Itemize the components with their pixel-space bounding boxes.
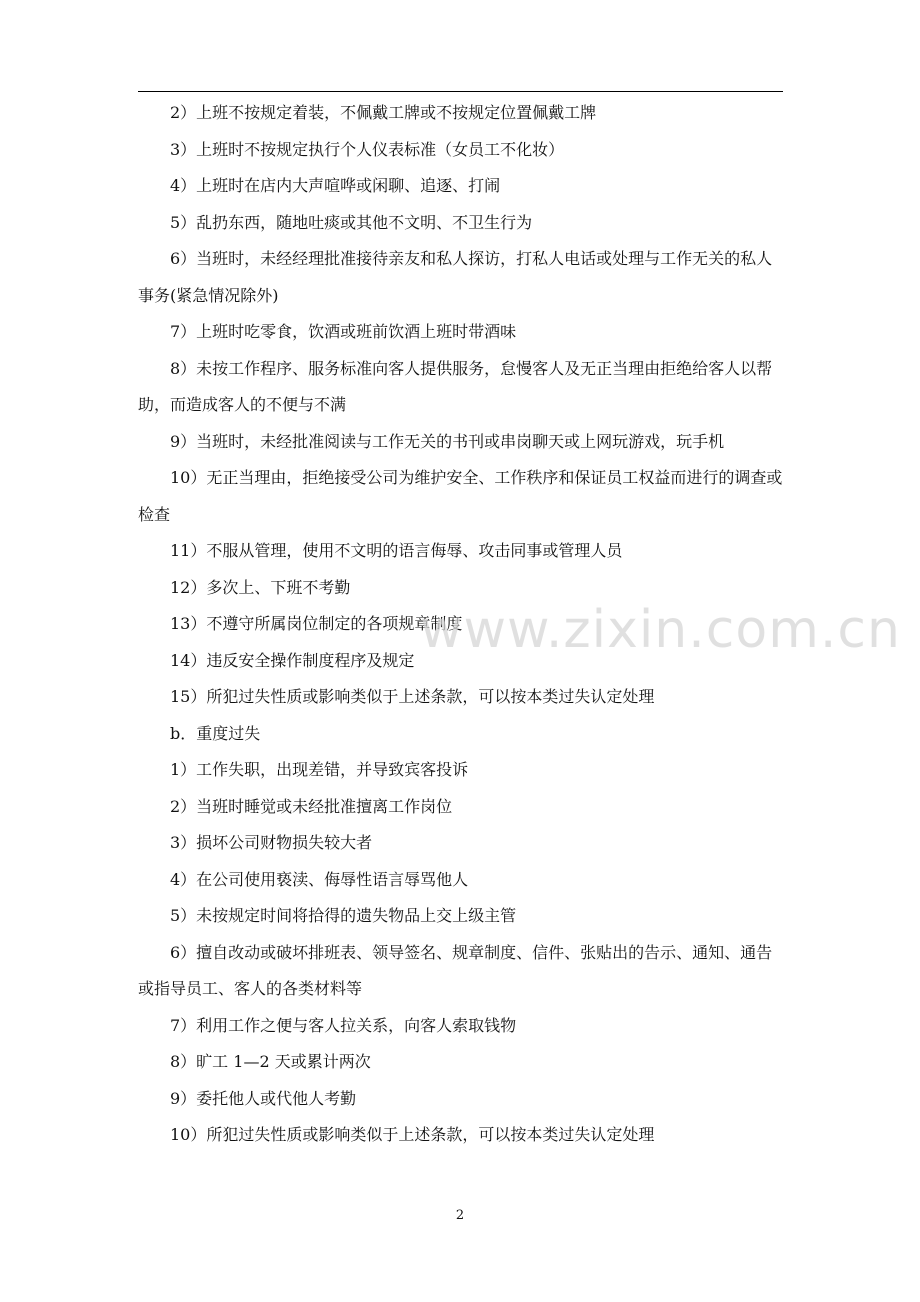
paragraph: 10）所犯过失性质或影响类似于上述条款，可以按本类过失认定处理 (170, 1125, 655, 1144)
paragraph: 7）利用工作之便与客人拉关系，向客人索取钱物 (170, 1015, 517, 1035)
paragraph: 2）当班时睡觉或未经批准擅离工作岗位 (170, 796, 453, 816)
paragraph: 8）未按工作程序、服务标准向客人提供服务，怠慢客人及无正当理由拒绝给客人以帮助，而造成客人的不便与不满 (138, 358, 773, 414)
paragraph: 1）工作失职，出现差错，并导致宾客投诉 (170, 760, 469, 779)
paragraph: 5）乱扔东西，随地吐痰或其他不文明、不卫生行为 (170, 212, 533, 232)
paragraph: 2）上班不按规定着装，不佩戴工牌或不按规定位置佩戴工牌 (170, 103, 597, 122)
page-number: 2 (455, 1208, 465, 1223)
paragraph: 13）不遵守所属岗位制定的各项规章制度 (170, 614, 463, 633)
watermark: www.zixin.com.cn (420, 600, 901, 660)
paragraph: 4）上班时在店内大声喧哗或闲聊、追逐、打闹 (170, 176, 501, 195)
paragraph: 5）未按规定时间将拾得的遗失物品上交上级主管 (170, 906, 517, 925)
paragraph: 11）不服从管理，使用不文明的语言侮辱、攻击同事或管理人员 (170, 541, 623, 560)
paragraph: 3）上班时不按规定执行个人仪表标准（女员工不化妆） (170, 139, 565, 159)
paragraph: 9）当班时，未经批准阅读与工作无关的书刊或串岗聊天或上网玩游戏，玩手机 (170, 431, 725, 451)
paragraph: 12）多次上、下班不考勤 (170, 577, 351, 597)
header-rule (138, 91, 783, 92)
paragraph: 6）当班时，未经经理批准接待亲友和私人探访，打私人电话或处理与工作无关的私人事务(紧急情况除外) (138, 249, 773, 305)
paragraph: 6）擅自改动或破坏排班表、领导签名、规章制度、信件、张贴出的告示、通知、通告或指导员工、客人的各类材料等 (138, 942, 773, 998)
section-heading: b．重度过失 (170, 723, 261, 743)
paragraph: 14）违反安全操作制度程序及规定 (170, 650, 415, 670)
paragraph: 3）损坏公司财物损失较大者 (170, 833, 373, 852)
paragraph: 9）委托他人或代他人考勤 (170, 1088, 357, 1108)
paragraph: 7）上班时吃零食，饮酒或班前饮酒上班时带酒味 (170, 322, 517, 341)
paragraph: 8）旷工 1—2 天或累计两次 (170, 1052, 371, 1071)
paragraph: 15）所犯过失性质或影响类似于上述条款，可以按本类过失认定处理 (170, 687, 655, 706)
paragraph: 4）在公司使用亵渎、侮辱性语言辱骂他人 (170, 869, 469, 889)
paragraph: 10）无正当理由，拒绝接受公司为维护安全、工作秩序和保证员工权益而进行的调查或检查 (138, 468, 783, 524)
